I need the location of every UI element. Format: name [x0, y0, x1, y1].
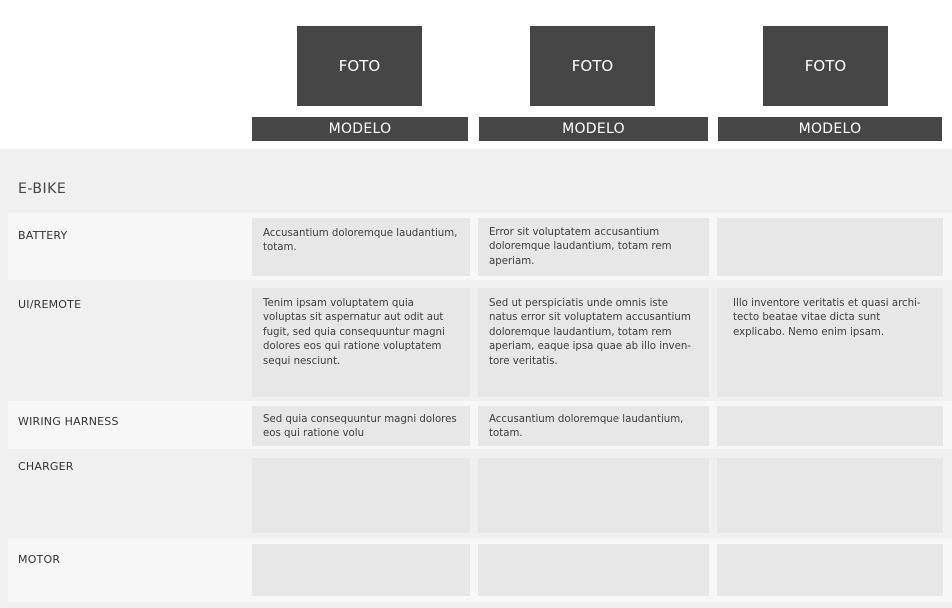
cell-wiring-model-3 — [717, 406, 943, 446]
photo-label: FOTO — [571, 57, 614, 75]
cell-charger-model-3 — [717, 458, 943, 533]
row-label-charger: CHARGER — [18, 460, 74, 473]
photo-label: FOTO — [338, 57, 381, 75]
cell-ui-remote-model-3: Illo inventore veritatis et quasi archi-tecto beatae vitae dicta sunt explicabo. Nemo enim ipsam. — [717, 288, 943, 397]
cell-motor-model-2 — [478, 544, 709, 596]
row-label-battery: BATTERY — [18, 229, 68, 242]
cell-battery-model-2: Error sit voluptatem accusantium doloremque laudantium, totam rem aperiam. — [478, 218, 709, 276]
section-title: E-BIKE — [18, 181, 67, 197]
model-label: MODELO — [562, 121, 625, 137]
photo-placeholder-2 — [530, 26, 655, 106]
row-label-wiring-harness: WIRING HARNESS — [18, 415, 119, 428]
model-label: MODELO — [798, 121, 862, 137]
cell-motor-model-1 — [252, 544, 470, 596]
cell-charger-model-1 — [252, 458, 470, 533]
cell-ui-remote-model-2: Sed ut perspiciatis unde omnis iste natus error sit voluptatem accusantium doloremque laudantium, totam rem aperiam, eaque ipsa quae ab illo inven-tore veritatis. — [478, 288, 709, 397]
cell-motor-model-3 — [717, 544, 943, 596]
model-header-2[interactable] — [479, 117, 708, 141]
model-header-3[interactable] — [718, 117, 942, 141]
cell-battery-model-3 — [717, 218, 943, 276]
photo-label: FOTO — [804, 57, 847, 75]
model-header-1[interactable] — [252, 117, 468, 141]
photo-placeholder-3 — [763, 26, 888, 106]
row-label-ui-remote: UI/REMOTE — [18, 298, 82, 311]
cell-wiring-model-1: Sed quia consequuntur magni dolores eos qui ratione volu — [252, 406, 470, 446]
photo-placeholder-1 — [297, 26, 422, 106]
cell-wiring-model-2: Accusantium doloremque laudantium, totam. — [478, 406, 709, 446]
row-label-motor: MOTOR — [18, 553, 61, 566]
cell-ui-remote-model-1: Tenim ipsam voluptatem quia voluptas sit aspernatur aut odit aut fugit, sed quia consequuntur magni dolores eos qui ratione voluptatem sequi nesciunt. — [252, 288, 470, 397]
model-label: MODELO — [328, 121, 392, 137]
cell-charger-model-2 — [478, 458, 709, 533]
cell-battery-model-1: Accusantium doloremque laudantium, totam. — [252, 218, 470, 276]
